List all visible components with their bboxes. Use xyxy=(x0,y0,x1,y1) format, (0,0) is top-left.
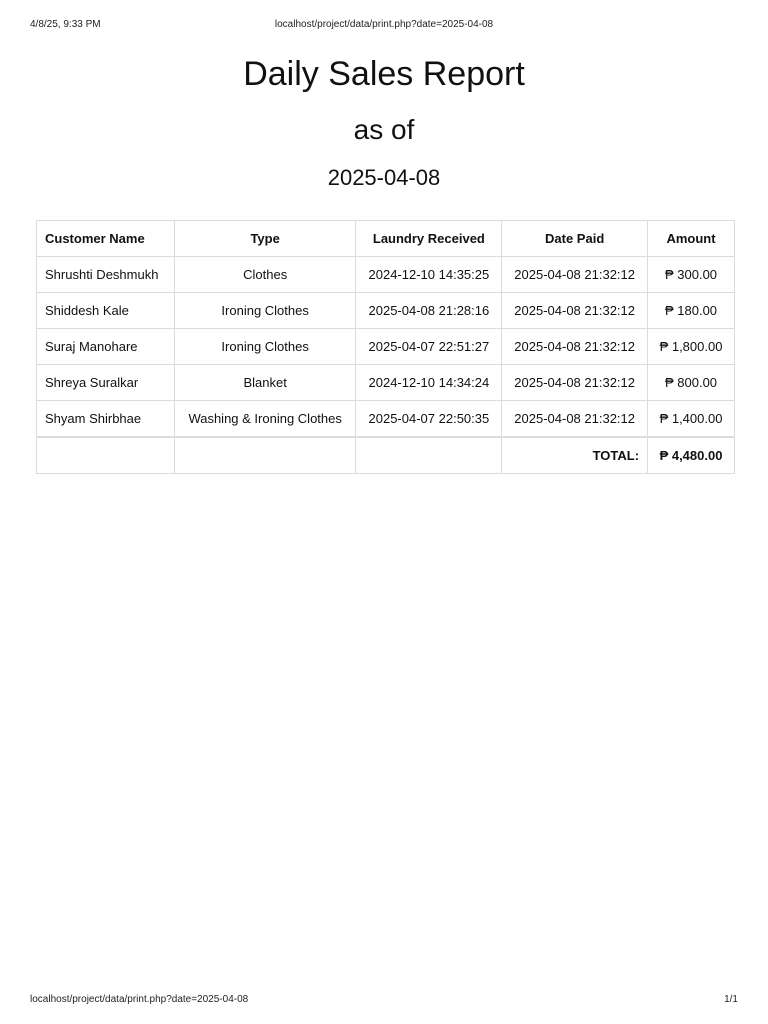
cell-laundry-received: 2025-04-07 22:51:27 xyxy=(356,329,502,365)
header-date-paid: Date Paid xyxy=(502,221,648,257)
cell-date-paid: 2025-04-08 21:32:12 xyxy=(502,329,648,365)
table-header-row xyxy=(37,221,735,257)
cell-date-paid: 2025-04-08 21:32:12 xyxy=(502,365,648,401)
total-row xyxy=(37,437,735,474)
empty-cell xyxy=(174,437,356,474)
table-row xyxy=(37,401,735,438)
cell-type: Ironing Clothes xyxy=(174,329,356,365)
table-row xyxy=(37,257,735,293)
cell-date-paid: 2025-04-08 21:32:12 xyxy=(502,293,648,329)
cell-laundry-received: 2025-04-08 21:28:16 xyxy=(356,293,502,329)
header-amount: Amount xyxy=(648,221,735,257)
print-header-url: localhost/project/data/print.php?date=2025-04-08 xyxy=(274,19,494,30)
cell-amount: ₱ 300.00 xyxy=(648,257,735,293)
cell-customer-name: Shrushti Deshmukh xyxy=(37,257,175,293)
table-row xyxy=(37,365,735,401)
cell-type: Blanket xyxy=(174,365,356,401)
cell-amount: ₱ 800.00 xyxy=(648,365,735,401)
report-date: 2025-04-08 xyxy=(327,165,441,190)
cell-type: Clothes xyxy=(174,257,356,293)
empty-cell xyxy=(37,437,175,474)
cell-amount: ₱ 1,400.00 xyxy=(648,401,735,438)
cell-date-paid: 2025-04-08 21:32:12 xyxy=(502,401,648,438)
table-row xyxy=(37,329,735,365)
cell-amount: ₱ 1,800.00 xyxy=(648,329,735,365)
table-row xyxy=(37,293,735,329)
print-footer-page: 1/1 xyxy=(724,994,738,1005)
cell-amount: ₱ 180.00 xyxy=(648,293,735,329)
cell-customer-name: Shreya Suralkar xyxy=(37,365,175,401)
print-header-datetime: 4/8/25, 9:33 PM xyxy=(30,19,101,30)
header-type: Type xyxy=(174,221,356,257)
print-footer-url: localhost/project/data/print.php?date=2025-04-08 xyxy=(30,994,249,1005)
cell-customer-name: Shyam Shirbhae xyxy=(37,401,175,438)
report-title: Daily Sales Report xyxy=(243,55,525,93)
cell-laundry-received: 2024-12-10 14:34:24 xyxy=(356,365,502,401)
cell-type: Washing & Ironing Clothes xyxy=(174,401,356,438)
total-label: TOTAL: xyxy=(502,437,648,474)
header-customer-name: Customer Name xyxy=(37,221,175,257)
total-amount: ₱ 4,480.00 xyxy=(648,437,735,474)
sales-table xyxy=(36,220,735,474)
report-subtitle: as of xyxy=(353,114,415,145)
empty-cell xyxy=(356,437,502,474)
cell-customer-name: Shiddesh Kale xyxy=(37,293,175,329)
cell-type: Ironing Clothes xyxy=(174,293,356,329)
cell-laundry-received: 2025-04-07 22:50:35 xyxy=(356,401,502,438)
cell-customer-name: Suraj Manohare xyxy=(37,329,175,365)
header-laundry-received: Laundry Received xyxy=(356,221,502,257)
cell-date-paid: 2025-04-08 21:32:12 xyxy=(502,257,648,293)
cell-laundry-received: 2024-12-10 14:35:25 xyxy=(356,257,502,293)
